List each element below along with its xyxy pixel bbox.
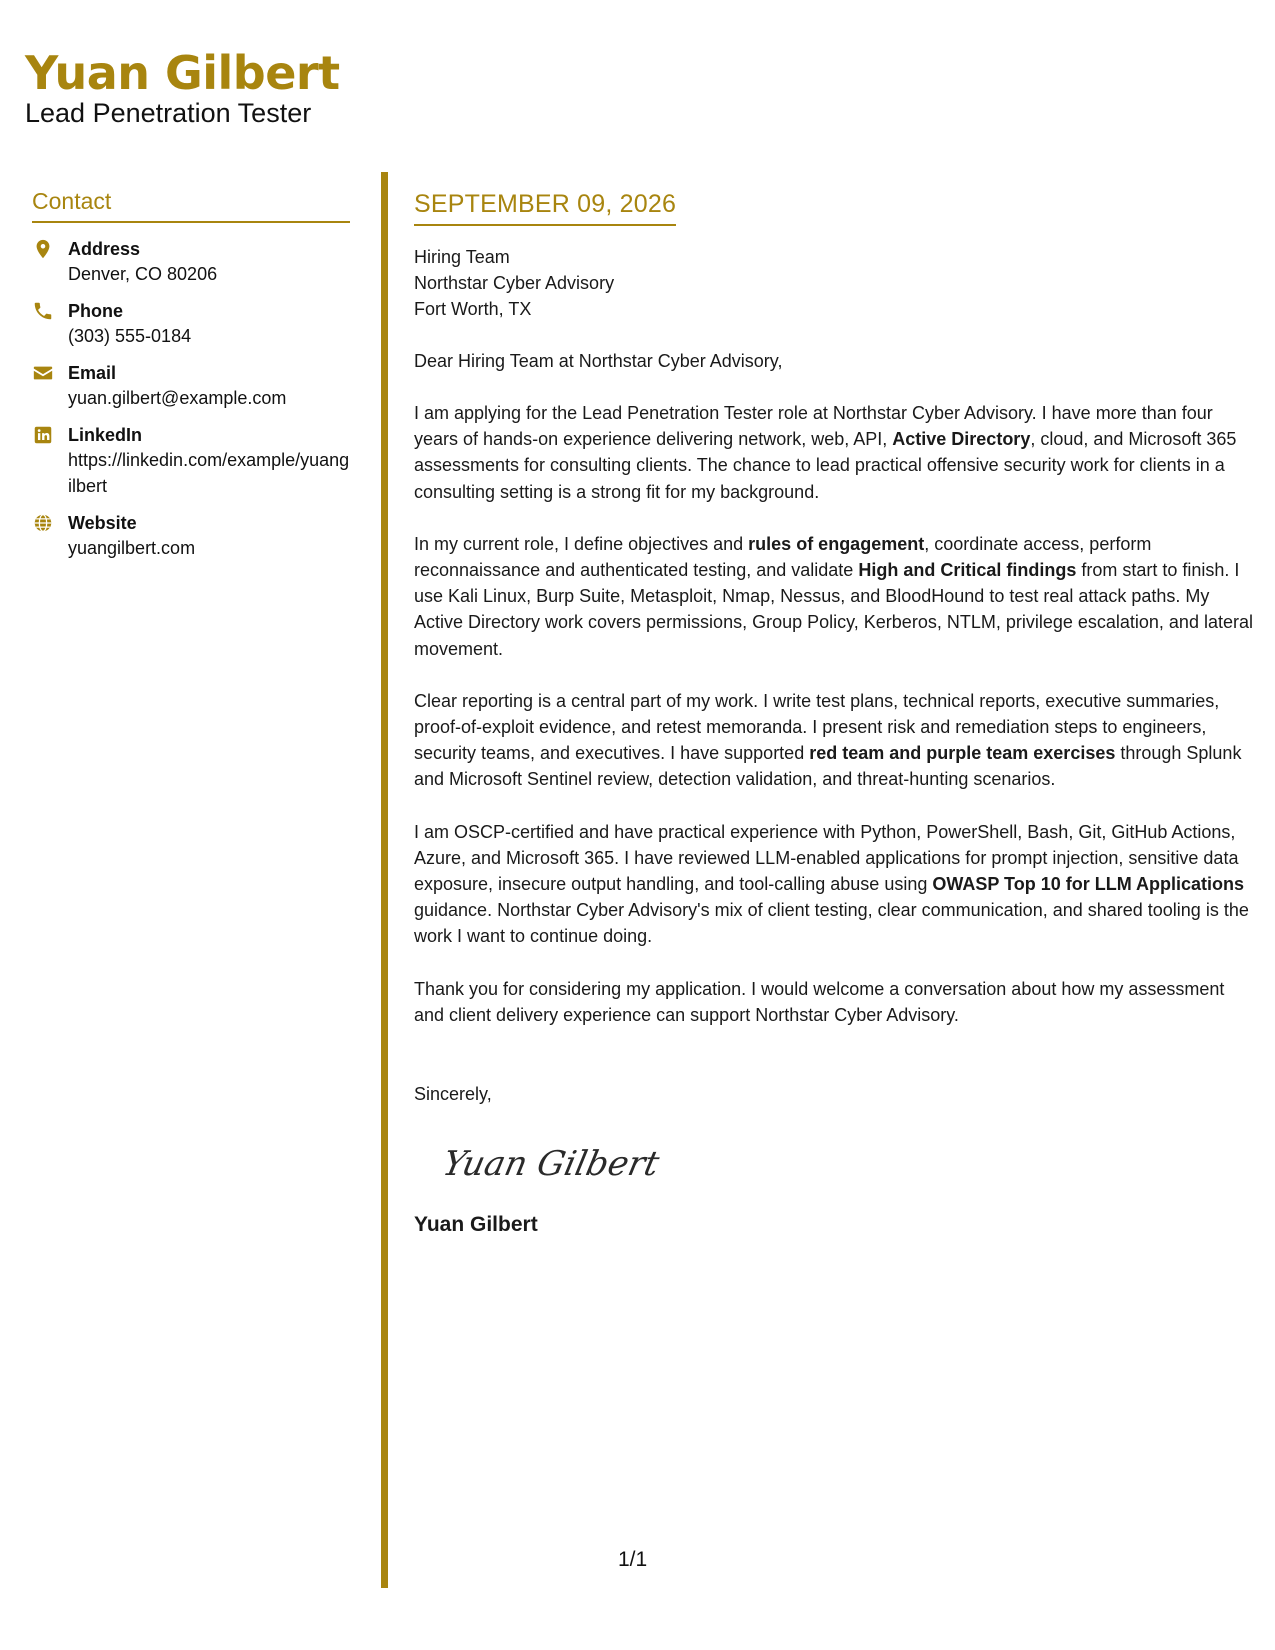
recipient-line: Northstar Cyber Advisory (414, 273, 615, 293)
applicant-name: Yuan Gilbert (25, 46, 340, 100)
paragraph-text: Thank you for considering my application. I would welcome a conversation about how my assessment and client delivery experience can support Northstar Cyber Advisory. (414, 978, 1225, 1025)
contact-value: (303) 555-0184 (68, 326, 192, 346)
closing: Sincerely, (414, 1084, 492, 1105)
letter-paragraph (414, 400, 1254, 505)
paragraph-text: , coordinate access, perform reconnaissance and authenticated testing, and validate (414, 533, 1152, 581)
paragraph-text: I am OSCP-certified and have practical experience with Python, PowerShell, Bash, Git, GitHub Actions, Azure, and Microsoft 365. I have reviewed LLM-enabled applications for prompt injection, sensitive data exposure, insecure output handling, and tool-calling abuse using (414, 821, 1239, 895)
emphasis-text: High and Critical findings (858, 560, 1077, 581)
contact-value: yuan.gilbert@example.com (68, 388, 287, 408)
contact-sidebar (32, 188, 350, 573)
paragraph-text: Clear reporting is a central part of my work. I write test plans, technical reports, executive summaries, proof-of-exploit evidence, and retest memoranda. I present risk and remediation steps to engineers, security teams, and executives. I have supported (414, 690, 1220, 764)
paragraph-text: In my current role, I define objectives and (414, 533, 749, 554)
envelope-icon (32, 362, 54, 384)
letter-paragraph (414, 976, 1254, 1028)
salutation: Dear Hiring Team at Northstar Cyber Advisory, (414, 351, 783, 371)
applicant-role: Lead Penetration Tester (25, 98, 312, 128)
letter-paragraph (414, 819, 1254, 950)
emphasis-text: OWASP Top 10 for LLM Applications (932, 874, 1245, 895)
recipient-line: Fort Worth, TX (414, 299, 532, 319)
paragraph-text: through Splunk and Microsoft Sentinel review, detection validation, and threat-hunting scenarios. (414, 743, 1242, 790)
column-divider (381, 172, 388, 1588)
contact-label: Website (68, 513, 137, 533)
contact-label: Address (68, 239, 141, 259)
contact-email (32, 361, 350, 411)
paragraph-text: guidance. Northstar Cyber Advisory's mix of client testing, clear communication, and shared tooling is the work I want to continue doing. (414, 900, 1249, 947)
page-number: 1/1 (618, 1548, 648, 1571)
handwritten-signature (436, 1133, 666, 1193)
letter-paragraph (414, 688, 1254, 793)
emphasis-text: Active Directory (892, 429, 1031, 450)
contact-link[interactable]: https://linkedin.com/example/yuangilbert (68, 450, 350, 496)
paragraph-text: I am applying for the Lead Penetration Tester role at Northstar Cyber Advisory. I have more than four years of hands-on experience delivering network, web, API, (414, 403, 1213, 450)
contact-value: Denver, CO 80206 (68, 264, 218, 284)
emphasis-text: rules of engagement (748, 533, 925, 554)
contact-website (32, 511, 350, 561)
letter-paragraph (414, 531, 1254, 662)
contact-address (32, 237, 350, 287)
map-pin-icon (32, 238, 54, 260)
letter-paragraphs (414, 400, 1254, 1028)
letter-body (414, 190, 1254, 1237)
contact-heading: Contact (32, 188, 350, 223)
recipient-line: Hiring Team (414, 247, 510, 267)
linkedin-icon (32, 424, 54, 446)
phone-icon (32, 300, 54, 322)
paragraph-text: , cloud, and Microsoft 365 assessments for consulting clients. The chance to lead practical offensive security work for clients in a consulting setting is a strong fit for my background. (414, 429, 1237, 502)
signed-name: Yuan Gilbert (414, 1213, 538, 1237)
globe-icon (32, 512, 54, 534)
paragraph-text: from start to finish. I use Kali Linux, Burp Suite, Metasploit, Nmap, Nessus, and BloodHound to test real attack paths. My Active Directory work covers permissions, Group Policy, Kerberos, NTLM, privilege escalation, and lateral movement. (414, 560, 1253, 659)
svg-text:Yuan Gilbert: Yuan Gilbert (439, 1144, 663, 1184)
letter-date: SEPTEMBER 09, 2026 (414, 190, 676, 226)
contact-phone (32, 299, 350, 349)
contact-label: Phone (68, 301, 124, 321)
contact-label: LinkedIn (68, 425, 143, 445)
recipient-block (414, 244, 1254, 322)
emphasis-text: red team and purple team exercises (809, 743, 1116, 764)
contact-linkedin (32, 423, 350, 499)
contact-label: Email (68, 363, 117, 383)
contact-link[interactable]: yuangilbert.com (68, 538, 196, 558)
